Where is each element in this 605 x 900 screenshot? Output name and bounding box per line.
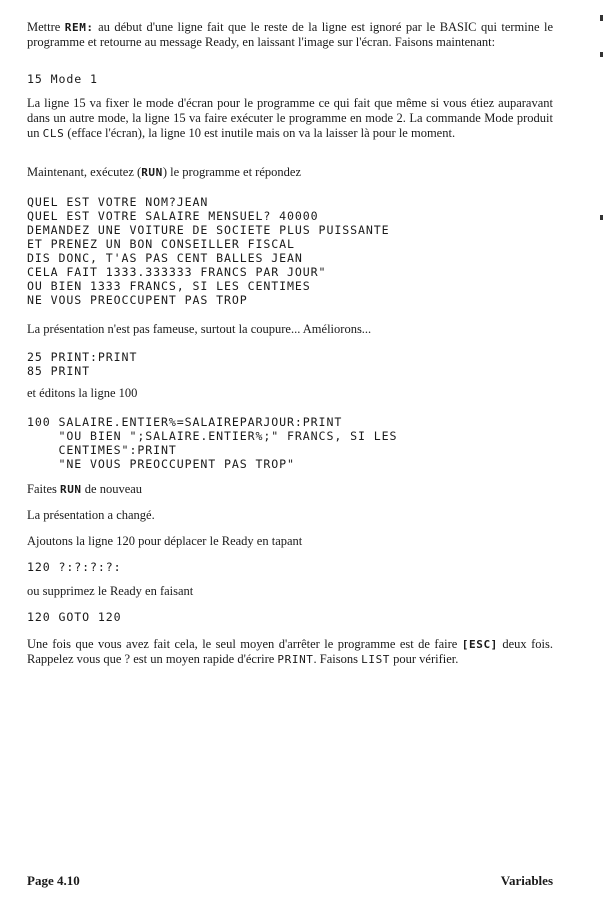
scan-mark [600,15,603,21]
output-line: NE VOUS PREOCCUPENT PAS TROP [27,293,248,307]
code-line: CENTIMES":PRINT [27,443,177,457]
text: ) le programme et répondez [162,165,301,179]
text: Faites [27,482,60,496]
text: au début d'une ligne fait que le reste de la ligne est ignoré par le BASIC qui termine le programme et retourne au message Ready, en laissant l'image sur l'écran. Faisons maintenant: [27,20,553,49]
section-title: Variables [500,873,553,888]
code-line: 100 SALAIRE.ENTIER%=SALAIREPARJOUR:PRINT [27,415,343,429]
paragraph-changed: La présentation a changé. [27,508,155,522]
paragraph-edit: et éditons la ligne 100 [27,386,138,400]
output-line: OU BIEN 1333 FRANCS, SI LES CENTIMES [27,279,311,293]
output-line: CELA FAIT 1333.333333 FRANCS PAR JOUR" [27,265,327,279]
text: Une fois que vous avez fait cela, le seul moyen d'arrêter le programme est de faire [27,637,462,651]
code-line: 25 PRINT:PRINT [27,350,138,364]
output-line: QUEL EST VOTRE SALAIRE MENSUEL? 40000 [27,209,319,223]
scan-mark [600,52,603,57]
paragraph-remove-ready: ou supprimez le Ready en faisant [27,584,194,598]
output-line: ET PRENEZ UN BON CONSEILLER FISCAL [27,237,295,251]
code-line: "NE VOUS PREOCCUPENT PAS TROP" [27,457,295,471]
keyword-list: LIST [361,653,391,666]
paragraph-esc [27,637,553,667]
paragraph-rem [27,20,553,50]
text: Maintenant, exécutez ( [27,165,142,179]
code-line: 85 PRINT [27,364,91,378]
code-block-line-100 [27,415,553,471]
program-output [27,195,553,307]
keyword-run: RUN [141,166,163,179]
paragraph-presentation: La présentation n'est pas fameuse, surtout la coupure... Améliorons... [27,322,372,336]
code-line-120a: 120 ?:?:?:?: [27,560,122,574]
text: deux fois. Rappelez vous que ? est un moyen rapide d'écrire [27,637,553,666]
code-line: "OU BIEN ";SALAIRE.ENTIER%;" FRANCS, SI LES [27,429,398,443]
paragraph-run-again [27,482,553,497]
text: . Faisons [313,652,362,666]
keyword-print: PRINT [277,653,314,666]
text: de nouveau [81,482,143,496]
text: La ligne 15 va fixer le mode d'écran pour le programme ce qui fait que même si vous étiez auparavant dans un autre mode, la ligne 15 va faire exécuter le programme en mode 2. La commande Mode produit un [27,96,553,140]
keyword-esc: [ESC] [461,638,498,651]
keyword-cls: CLS [42,127,65,140]
code-line-15: 15 Mode 1 [27,72,98,86]
keyword-rem: REM: [64,21,94,34]
output-line: DEMANDEZ UNE VOITURE DE SOCIETE PLUS PUISSANTE [27,223,390,237]
output-line: QUEL EST VOTRE NOM?JEAN [27,195,209,209]
code-line-120b: 120 GOTO 120 [27,610,122,624]
output-line: DIS DONC, T'AS PAS CENT BALLES JEAN [27,251,303,265]
text: (efface l'écran), la ligne 10 est inutile mais on va la laisser là pour le moment. [64,126,456,140]
paragraph-run [27,165,553,180]
text: pour vérifier. [390,652,459,666]
scan-mark [600,215,603,220]
paragraph-add-line: Ajoutons la ligne 120 pour déplacer le Ready en tapant [27,534,303,548]
text: Mettre [27,20,65,34]
code-block-print [27,350,553,378]
page-number: Page 4.10 [27,873,80,888]
paragraph-mode [27,96,553,141]
keyword-run: RUN [59,483,82,496]
